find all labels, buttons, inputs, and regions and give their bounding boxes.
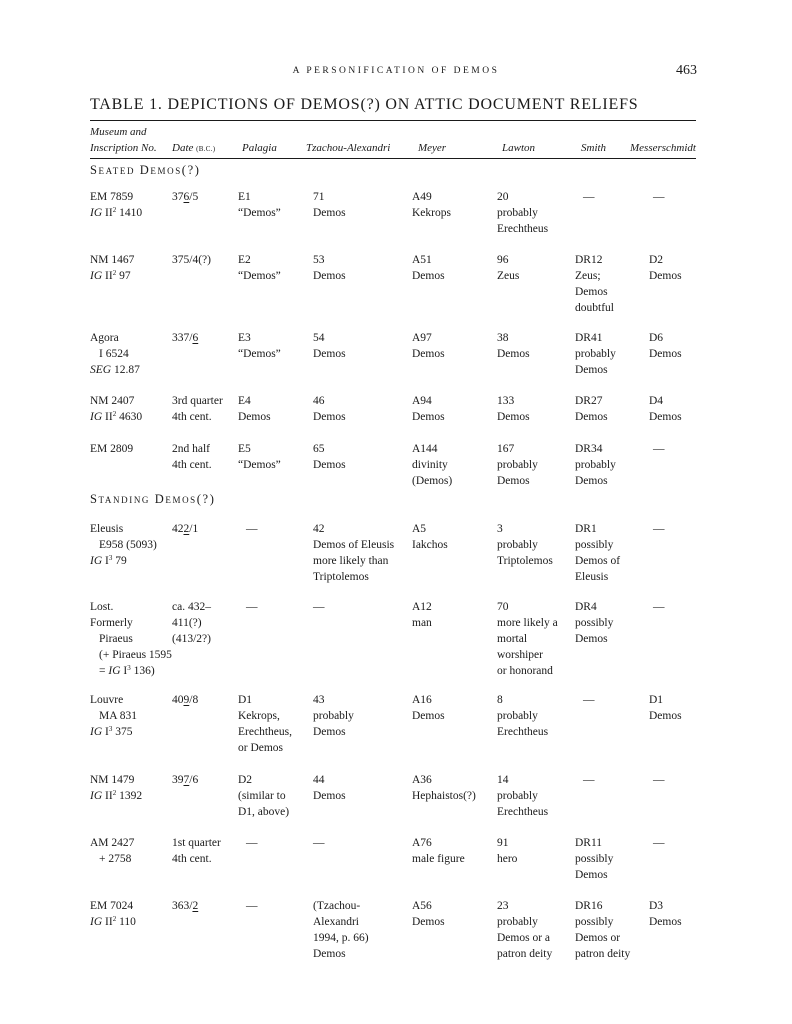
meyer-line: Demos [412,348,445,360]
cell-messerschmidt [649,252,682,284]
cell-date [172,330,198,346]
cell-messerschmidt [653,599,665,615]
tzachou-line: 53 [313,254,325,266]
cell-smith [583,772,595,788]
palagia-line: — [246,900,258,912]
cell-date [172,772,198,788]
palagia-line: Erechtheus, [238,726,292,738]
tzachou-line: 42 [313,523,325,535]
lawton-line: Erechtheus [497,806,549,818]
date-line: 376/5 [172,191,199,203]
cell-museum [90,898,136,930]
cell-museum [90,521,157,569]
date-line: 4th cent. [172,411,212,423]
messerschmidt-line: D3 [649,900,664,912]
cell-lawton [497,835,517,867]
tzachou-line: 65 [313,443,325,455]
tzachou-line: Demos [313,726,346,738]
cell-date [172,898,198,914]
cell-smith [575,393,608,425]
lawton-line: probably [497,539,538,551]
smith-line: DR34 [575,443,603,455]
meyer-line: A36 [412,774,432,786]
tzachou-line: 71 [313,191,325,203]
smith-line: DR16 [575,900,603,912]
tzachou-line: Demos [313,948,346,960]
lawton-line: probably [497,207,538,219]
date-line: 411(?) [172,617,202,629]
lawton-line: Demos or a [497,932,551,944]
cell-smith [575,898,630,962]
cell-date [172,441,212,473]
messerschmidt-line: D4 [649,395,664,407]
tzachou-line: 54 [313,332,325,344]
tzachou-line: Demos [313,411,346,423]
cell-palagia [238,772,289,820]
cell-museum [90,835,134,867]
smith-line: DR27 [575,395,603,407]
meyer-line: Hephaistos(?) [412,790,476,802]
cell-lawton [497,772,548,820]
messerschmidt-line: — [653,191,665,203]
meyer-line: A51 [412,254,432,266]
messerschmidt-line: — [653,523,665,535]
museum-line: NM 1467 [90,254,135,266]
cell-lawton [497,189,548,237]
tzachou-line: Demos [313,348,346,360]
running-head: A PERSONIFICATION OF DEMOS [292,66,500,76]
palagia-line: E1 [238,191,251,203]
lawton-line: 14 [497,774,509,786]
date-line: 4th cent. [172,459,212,471]
cell-meyer [412,835,465,867]
page-number: 463 [676,63,697,78]
cell-meyer [412,898,445,930]
palagia-line: E2 [238,254,251,266]
cell-meyer [412,521,448,553]
cell-museum [90,772,142,804]
smith-line: DR11 [575,837,603,849]
museum-line: + 2758 [99,853,132,865]
tzachou-line: Alexandri [313,916,359,928]
cell-meyer [412,441,452,489]
cell-messerschmidt [649,330,682,362]
museum-line: E958 (5093) [99,539,157,551]
lawton-line: 91 [497,837,509,849]
cell-date [172,252,211,268]
tzachou-line: — [313,837,325,849]
museum-line: EM 7024 [90,900,134,912]
meyer-line: A12 [412,601,432,613]
smith-line: Demos or [575,932,621,944]
tzachou-line: 44 [313,774,325,786]
lawton-line: Erechtheus [497,726,549,738]
messerschmidt-line: Demos [649,916,682,928]
cell-palagia [238,189,281,221]
smith-line: DR4 [575,601,597,613]
smith-line: Demos [575,633,608,645]
date-line: 337/6 [172,332,199,344]
meyer-line: divinity [412,459,448,471]
cell-lawton [497,393,530,425]
meyer-line: A5 [412,523,427,535]
cell-date [172,189,198,205]
museum-line: I 6524 [99,348,129,360]
cell-messerschmidt [649,692,682,724]
palagia-line: “Demos” [238,270,281,282]
smith-line: possibly [575,853,614,865]
tzachou-line: (Tzachou- [313,900,361,912]
cell-messerschmidt [653,835,665,851]
cell-tzachou [313,393,346,425]
smith-line: DR12 [575,254,603,266]
messerschmidt-line: D6 [649,332,664,344]
header-museum-line1: Museum and [90,126,147,138]
cell-tzachou [313,772,346,804]
smith-line: Eleusis [575,571,609,583]
date-line: 409/8 [172,694,199,706]
cell-smith [575,252,614,316]
cell-messerschmidt [653,772,665,788]
column-header-meyer: Meyer [418,142,447,154]
smith-line: Demos [575,286,608,298]
meyer-line: A16 [412,694,432,706]
smith-line: — [583,191,595,203]
lawton-line: Demos [497,475,530,487]
cell-tzachou [313,692,354,740]
lawton-line: Erechtheus [497,223,549,235]
cell-palagia [238,393,271,425]
cell-museum [90,692,137,740]
column-header-messerschmidt: Messerschmidt [630,142,696,154]
cell-lawton [497,692,548,740]
meyer-line: Demos [412,916,445,928]
messerschmidt-line: — [653,601,665,613]
section-heading-standing: Standing Demos(?) [90,492,216,506]
tzachou-line: 1994, p. 66) [313,932,369,944]
date-line: ca. 432– [172,601,211,613]
meyer-line: Demos [412,411,445,423]
cell-messerschmidt [653,441,665,457]
palagia-line: (similar to [238,790,286,802]
cell-smith [575,599,613,647]
cell-date [172,835,221,867]
section-heading-seated: Seated Demos(?) [90,163,201,177]
palagia-line: “Demos” [238,348,281,360]
lawton-line: Zeus [497,270,520,282]
messerschmidt-line: D1 [649,694,664,706]
cell-museum [90,393,142,425]
cell-meyer [412,772,476,804]
meyer-line: A94 [412,395,432,407]
cell-lawton [497,330,530,362]
lawton-line: 167 [497,443,515,455]
cell-palagia [238,330,281,362]
palagia-line: Demos [238,411,271,423]
lawton-line: patron deity [497,948,553,960]
header-date-unit: (B.C.) [196,145,216,153]
meyer-line: A49 [412,191,432,203]
lawton-line: 23 [497,900,509,912]
museum-line: AM 2427 [90,837,135,849]
cell-messerschmidt [649,898,682,930]
lawton-line: 96 [497,254,509,266]
museum-line: Formerly [90,617,133,629]
column-header-museum [90,124,157,156]
museum-line: EM 7859 [90,191,134,203]
palagia-line: “Demos” [238,207,281,219]
cell-meyer [412,393,445,425]
museum-line: IG $I^3$ 375 [90,725,133,738]
meyer-line: male figure [412,853,465,865]
cell-lawton [497,441,538,489]
cell-tzachou [313,599,325,615]
lawton-line: Triptolemos [497,555,553,567]
tzachou-line: more likely than [313,555,389,567]
museum-line: IG $II^2$ 97 [90,269,131,282]
date-line: (413/2?) [172,633,211,645]
lawton-line: 38 [497,332,509,344]
meyer-line: Iakchos [412,539,448,551]
museum-line: IG $II^2$ 1410 [90,206,143,219]
museum-line: MA 831 [99,710,138,722]
cell-tzachou [313,521,394,585]
cell-messerschmidt [653,521,665,537]
tzachou-line: Triptolemos [313,571,369,583]
museum-line: Lost. [90,601,114,613]
meyer-line: Demos [412,710,445,722]
tzachou-line: Demos [313,459,346,471]
smith-line: possibly [575,539,614,551]
museum-line: (+ Piraeus 1595 [99,649,172,661]
cell-palagia [246,898,258,914]
cell-lawton [497,898,552,962]
meyer-line: man [412,617,432,629]
museum-line: Piraeus [99,633,133,645]
lawton-line: probably [497,459,538,471]
cell-smith [575,521,620,585]
messerschmidt-line: Demos [649,270,682,282]
smith-line: probably [575,459,616,471]
date-line: 363/2 [172,900,199,912]
tzachou-line: 43 [313,694,325,706]
cell-meyer [412,189,451,221]
date-line: 3rd quarter [172,395,223,407]
cell-date [172,599,211,647]
palagia-line: D1, above) [238,806,290,818]
cell-palagia [246,835,258,851]
lawton-line: 20 [497,191,509,203]
museum-line: IG $II^2$ 4630 [90,410,143,423]
museum-line: Louvre [90,694,124,706]
lawton-line: more likely a [497,617,558,629]
lawton-line: worshiper [497,649,543,661]
header-rule [90,158,696,159]
cell-lawton [497,521,553,569]
smith-line: Demos [575,475,608,487]
messerschmidt-line: Demos [649,710,682,722]
cell-meyer [412,330,445,362]
cell-date [172,393,223,425]
meyer-line: A56 [412,900,432,912]
messerschmidt-line: Demos [649,348,682,360]
cell-smith [583,189,595,205]
date-line: 4th cent. [172,853,212,865]
date-line: 375/4(?) [172,254,211,266]
tzachou-line: Demos [313,270,346,282]
meyer-line: Demos [412,270,445,282]
cell-meyer [412,252,445,284]
lawton-line: probably [497,710,538,722]
lawton-line: 133 [497,395,515,407]
date-line: 397/6 [172,774,199,786]
lawton-line: Demos [497,348,530,360]
meyer-line: A76 [412,837,432,849]
cell-palagia [238,252,281,284]
meyer-line: Kekrops [412,207,451,219]
smith-line: Demos of [575,555,621,567]
palagia-line: — [246,523,258,535]
messerschmidt-line: — [653,837,665,849]
cell-meyer [412,692,445,724]
cell-museum [90,252,134,284]
cell-messerschmidt [649,393,682,425]
tzachou-line: Demos [313,790,346,802]
palagia-line: Kekrops, [238,710,280,722]
cell-palagia [238,441,281,473]
museum-line: IG $II^2$ 110 [90,915,136,928]
lawton-line: 3 [497,523,503,535]
museum-line: = IG $I^3$ 136) [99,664,155,677]
cell-date [172,521,198,537]
smith-line: Demos [575,411,608,423]
cell-lawton [497,252,519,284]
palagia-line: E3 [238,332,251,344]
palagia-line: E4 [238,395,251,407]
tzachou-line: Demos [313,207,346,219]
cell-tzachou [313,441,346,473]
cell-tzachou [313,898,369,962]
top-rule [90,120,696,121]
messerschmidt-line: Demos [649,411,682,423]
tzachou-line: 46 [313,395,325,407]
lawton-line: 70 [497,601,509,613]
palagia-line: — [246,601,258,613]
cell-tzachou [313,330,346,362]
column-header-smith: Smith [581,142,607,154]
smith-line: probably [575,348,616,360]
smith-line: possibly [575,916,614,928]
cell-museum [90,441,133,457]
museum-line: SEG 12.87 [90,364,140,376]
palagia-line: E5 [238,443,251,455]
cell-messerschmidt [653,189,665,205]
lawton-line: probably [497,916,538,928]
date-line: 2nd half [172,443,211,455]
cell-smith [583,692,595,708]
lawton-line: probably [497,790,538,802]
lawton-line: mortal [497,633,528,645]
smith-line: DR1 [575,523,597,535]
table-title: TABLE 1. DEPICTIONS OF DEMOS(?) ON ATTIC DOCUMENT RELIEFS [90,96,639,113]
cell-museum [90,599,172,679]
cell-smith [575,835,613,883]
meyer-line: A144 [412,443,438,455]
cell-palagia [246,521,258,537]
tzachou-line: Demos of Eleusis [313,539,395,551]
cell-palagia [246,599,258,615]
cell-smith [575,441,616,489]
cell-tzachou [313,189,346,221]
palagia-line: D2 [238,774,253,786]
column-header-date: Date (B.C.) [172,142,216,154]
cell-palagia [238,692,292,756]
smith-line: Demos [575,364,608,376]
smith-line: doubtful [575,302,614,314]
lawton-line: 8 [497,694,503,706]
smith-line: possibly [575,617,614,629]
museum-line: NM 2407 [90,395,135,407]
meyer-line: A97 [412,332,432,344]
meyer-line: (Demos) [412,475,453,487]
museum-line: EM 2809 [90,443,134,455]
museum-line: Agora [90,332,119,344]
header-museum-line2: Inscription No. [90,142,157,154]
date-line: 422/1 [172,523,199,535]
palagia-line: “Demos” [238,459,281,471]
museum-line: NM 1479 [90,774,135,786]
messerschmidt-line: D2 [649,254,664,266]
cell-meyer [412,599,432,631]
tzachou-line: — [313,601,325,613]
smith-line: — [583,694,595,706]
column-header-palagia: Palagia [242,142,277,154]
museum-line: IG $II^2$ 1392 [90,789,143,802]
cell-tzachou [313,252,346,284]
column-header-tzachou: Tzachou-Alexandri [306,142,391,154]
lawton-line: or honorand [497,665,553,677]
museum-line: Eleusis [90,523,124,535]
cell-museum [90,189,142,221]
palagia-line: or Demos [238,742,284,754]
smith-line: Demos [575,869,608,881]
cell-smith [575,330,616,378]
lawton-line: hero [497,853,518,865]
lawton-line: Demos [497,411,530,423]
messerschmidt-line: — [653,774,665,786]
date-line: 1st quarter [172,837,221,849]
cell-museum [90,330,140,378]
tzachou-line: probably [313,710,354,722]
smith-line: patron deity [575,948,631,960]
cell-date [172,692,198,708]
cell-tzachou [313,835,325,851]
smith-line: Zeus; [575,270,601,282]
palagia-line: D1 [238,694,253,706]
column-header-lawton: Lawton [502,142,536,154]
museum-line: IG $I^3$ 79 [90,554,127,567]
palagia-line: — [246,837,258,849]
smith-line: — [583,774,595,786]
messerschmidt-line: — [653,443,665,455]
smith-line: DR41 [575,332,603,344]
cell-lawton [497,599,558,679]
